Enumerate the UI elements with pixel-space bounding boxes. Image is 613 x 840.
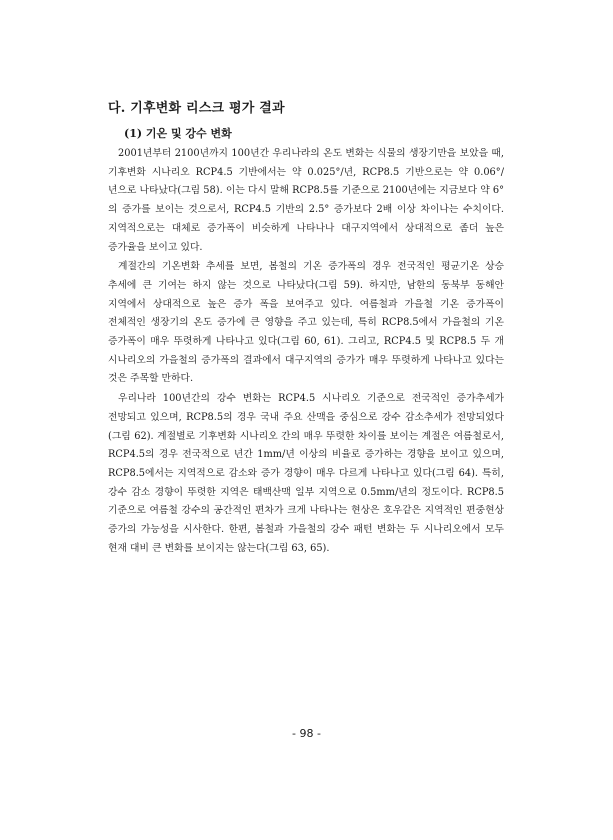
paragraph-seasonal-temperature: 계절간의 기온변화 추세를 보면, 봄철의 기온 증가폭의 경우 전국적인 평균기온 상승 추세에 큰 기여는 하지 않는 것으로 나타났다(그림 59). 하지만, 남한의 동북부 동해안 지역에서 상대적으로 높은 증가 폭을 보여주고 있다. 여름철과 가을철 기온 증가폭이 전체적인 생장기의 온도 증가에 큰 영향을 주고 있는데, 특히 RCP8.5에서 가을철의 기온 증가폭이 매우 뚜렷하게 나타나고 있다(그림 60, 61). 그리고, RCP4.5 및 RCP8.5 두 개 시나리오의 가을철의 증가폭의 결과에서 대구지역의 증가가 매우 뚜렷하게 나타나고 있다는 것은 주목할 만하다. bbox=[108, 261, 504, 385]
section-heading: 다. 기후변화 리스크 평가 결과 bbox=[108, 101, 285, 116]
page-number: - 98 - bbox=[292, 727, 321, 740]
paragraph-temperature-change: 2001년부터 2100년까지 100년간 우리나라의 온도 변화는 식물의 생장기만을 보았을 때, 기후변화 시나리오 RCP4.5 기반에서는 약 0.025°/년, RCP8.5 기반으로는 약 0.06°/년으로 나타났다(그림 58). 이는 다시 말해 RCP8.5를 기준으로 2100년에는 지금보다 약 6°의 증가를 보이는 것으로서, RCP4.5 기반의 2.5° 증가보다 2배 이상 차이나는 수치이다. 지역적으로는 대체로 증가폭이 비슷하게 나타나나 대구지역에서 상대적으로 좀더 높은 증가율을 보이고 있다. bbox=[108, 148, 504, 253]
subsection-heading: (1) 기온 및 강수 변화 bbox=[124, 127, 232, 140]
body-text bbox=[108, 145, 504, 559]
paragraph-precipitation-change: 우리나라 100년간의 강수 변화는 RCP4.5 시나리오 기준으로 전국적인 증가추세가 전망되고 있으며, RCP8.5의 경우 국내 주요 산맥을 중심으로 강수 감소추세가 전망되었다(그림 62). 계절별로 기후변화 시나리오 간의 매우 뚜렷한 차이를 보이는 계절은 여름철로서, RCP4.5의 경우 전국적으로 년간 1mm/년 이상의 비율로 증가하는 경향을 보이고 있으며, RCP8.5에서는 지역적으로 감소와 증가 경향이 매우 다르게 나타나고 있다(그림 64). 특히, 강수 감소 경향이 뚜렷한 지역은 태백산맥 일부 지역으로 0.5mm/년의 정도이다. RCP8.5 기준으로 여름철 강수의 공간적인 편차가 크게 나타나는 현상은 호우같은 지역적인 편중현상 증가의 가능성을 시사한다. 한편, 봄철과 가을철의 강수 패턴 변화는 두 시나리오에서 모두 현재 대비 큰 변화를 보이지는 않는다(그림 63, 65). bbox=[108, 393, 504, 554]
